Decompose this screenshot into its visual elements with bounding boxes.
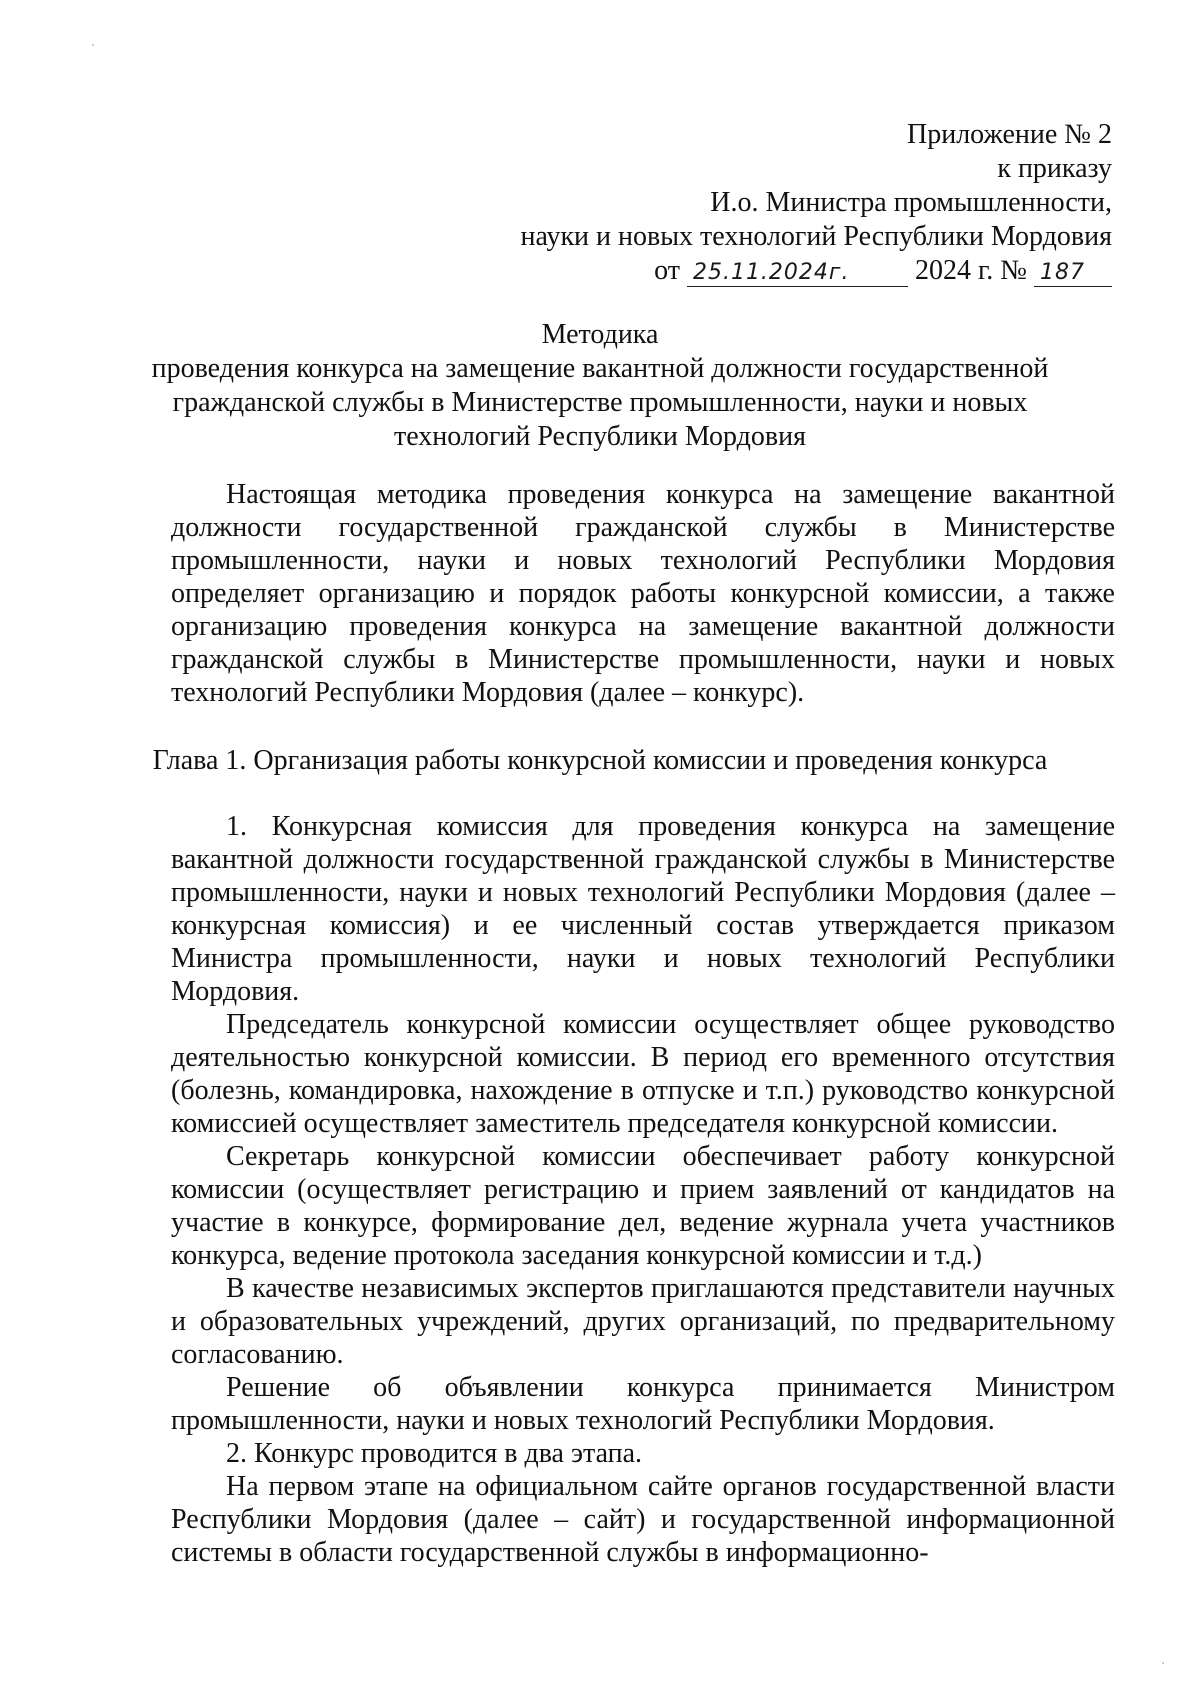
chapter-heading: Глава 1. Организация работы конкурсной комиссии и проведения конкурса [152,745,1048,776]
order-number-field [1034,258,1112,287]
order-number-handwritten: 187 [1040,260,1085,285]
order-date-line [412,254,1112,288]
paragraph-first-stage: На первом этапе на официальном сайте органов государственной власти Республики Мордовия (далее – сайт) и государственной информационной системы в области государственной службы в информационно- [171,1471,1115,1568]
official-line: И.о. Министра промышленности, [710,187,1112,218]
intro-paragraph: Настоящая методика проведения конкурса на замещение вакантной должности государственной гражданской службы в Министерстве промышленности, науки и новых технологий Республики Мордовия определяет организацию и порядок работы конкурсной комиссии, а также организацию проведения конкурса на замещение вакантной должности гражданской службы в Министерстве промышленности, науки и новых технологий Республики Мордовия (далее – конкурс). [171,479,1115,708]
order-date-field [687,258,908,287]
paragraph-1: 1. Конкурсная комиссия для проведения конкурса на замещение вакантной должности государственной гражданской службы в Министерстве промышленности, науки и новых технологий Республики Мордовия (далее – конкурсная комиссия) и ее численный состав утверждается приказом Министра промышленности, науки и новых технологий Республики Мордовия. [171,811,1115,1007]
paragraph-2: 2. Конкурс проводится в два этапа. [226,1438,643,1469]
document-title [150,318,1050,454]
title-line-2: гражданской службы в Министерстве промышленности, науки и новых [172,387,1028,418]
order-date-handwritten: 25.11.2024г. [692,260,850,285]
intro-section [171,478,1115,709]
scan-speck [1162,1662,1164,1664]
paragraph-decision: Решение об объявлении конкурса принимается Министром промышленности, науки и новых технологий Республики Мордовия. [171,1372,1115,1436]
year-suffix: 2024 г. № [914,255,1027,286]
paragraph-experts: В качестве независимых экспертов приглашаются представители научных и образовательных учреждений, других организаций, по предварительному согласованию. [171,1273,1115,1370]
ministry-line: науки и новых технологий Республики Мордовия [520,221,1112,252]
title-line-3: технологий Республики Мордовия [394,421,806,452]
title-line-1: проведения конкурса на замещение вакантной должности государственной [151,353,1049,384]
paragraph-chairman: Председатель конкурсной комиссии осуществляет общее руководство деятельностью конкурсной комиссии. В период его временного отсутствия (болезнь, командировка, нахождение в отпуске и т.п.) руководство конкурсной комиссией осуществляет заместитель председателя конкурсной комиссии. [171,1009,1115,1139]
paragraph-secretary: Секретарь конкурсной комиссии обеспечивает работу конкурсной комиссии (осуществляет регистрацию и прием заявлений от кандидатов на участие в конкурсе, формирование дел, ведение журнала учета участников конкурса, ведение протокола заседания конкурсной комиссии и т.д.) [171,1141,1115,1271]
chapter-body [171,810,1115,1569]
scan-speck [92,44,94,46]
title-main: Методика [541,319,659,350]
appendix-header [412,118,1112,288]
date-prefix: от [654,255,680,286]
appendix-number: Приложение № 2 [907,119,1112,150]
to-order-line: к приказу [997,153,1112,184]
